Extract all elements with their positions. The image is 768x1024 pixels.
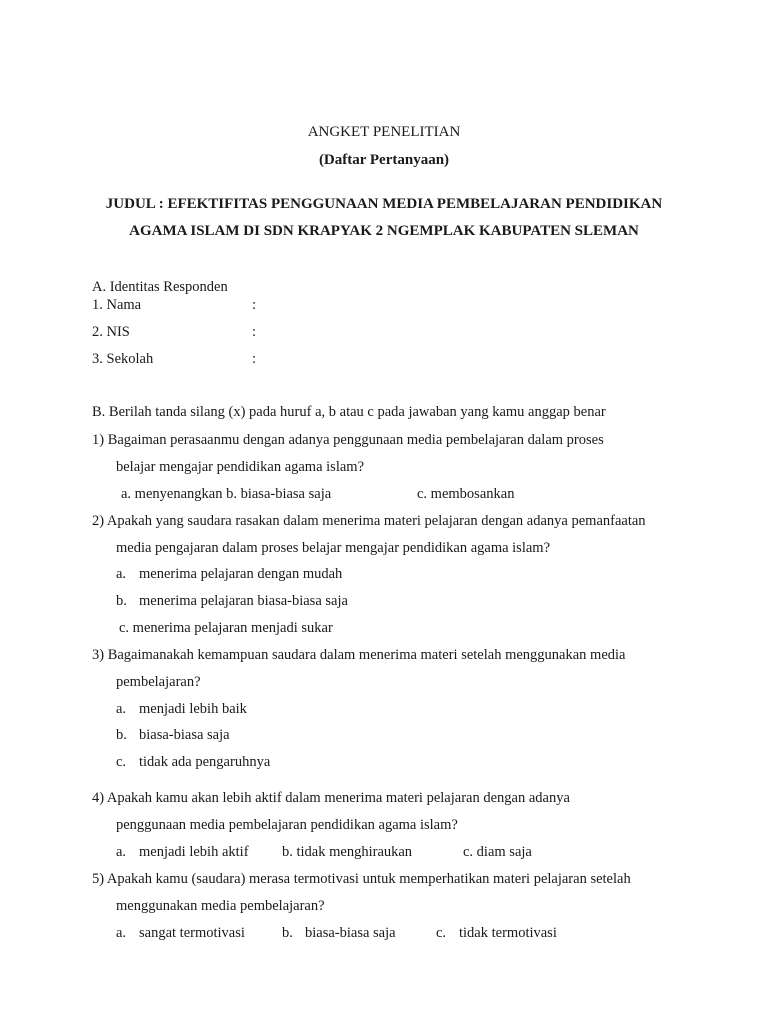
- q2-option-b: menerima pelajaran biasa-biasa saja: [139, 593, 348, 609]
- q4-option-c: c. diam saja: [463, 844, 532, 860]
- q1-line-2: belajar mengajar pendidikan agama islam?: [116, 459, 365, 475]
- section-a-heading: A. Identitas Responden: [92, 279, 228, 295]
- q5-option-c-letter: c.: [436, 925, 447, 941]
- q3-option-a-letter: a.: [116, 701, 127, 717]
- q4-option-a: menjadi lebih aktif: [139, 844, 249, 860]
- field-sekolah-label: 3. Sekolah: [92, 351, 154, 367]
- q2-option-a-letter: a.: [116, 566, 127, 582]
- q3-option-c: tidak ada pengaruhnya: [139, 754, 271, 770]
- q5-line-1: 5) Apakah kamu (saudara) merasa termotivasi untuk memperhatikan materi pelajaran setelah: [92, 871, 631, 887]
- q5-line-2: menggunakan media pembelajaran?: [116, 898, 325, 914]
- q3-line-2: pembelajaran?: [116, 674, 201, 690]
- q5-option-b-letter: b.: [282, 925, 293, 941]
- document-title: ANGKET PENELITIAN: [307, 124, 461, 140]
- document-subtitle: (Daftar Pertanyaan): [318, 152, 450, 168]
- q4-option-b: b. tidak menghiraukan: [282, 844, 413, 860]
- q1-options-ab: a. menyenangkan b. biasa-biasa saja: [121, 486, 332, 502]
- q3-option-b-letter: b.: [116, 727, 127, 743]
- q2-line-1: 2) Apakah yang saudara rasakan dalam menerima materi pelajaran dengan adanya pemanfaatan: [92, 513, 646, 529]
- field-nis-colon: :: [252, 324, 257, 340]
- q2-line-2: media pengajaran dalam proses belajar mengajar pendidikan agama islam?: [116, 540, 551, 556]
- q5-option-a: sangat termotivasi: [139, 925, 245, 941]
- field-nis-label: 2. NIS: [92, 324, 130, 340]
- q2-option-c: c. menerima pelajaran menjadi sukar: [119, 620, 333, 636]
- q5-option-a-letter: a.: [116, 925, 127, 941]
- q5-option-c: tidak termotivasi: [459, 925, 557, 941]
- q4-line-1: 4) Apakah kamu akan lebih aktif dalam menerima materi pelajaran dengan adanya: [92, 790, 570, 806]
- q1-option-c: c. membosankan: [417, 486, 515, 502]
- field-sekolah-colon: :: [252, 351, 257, 367]
- section-b-instruction: B. Berilah tanda silang (x) pada huruf a, b atau c pada jawaban yang kamu anggap benar: [92, 404, 606, 420]
- q3-option-b: biasa-biasa saja: [139, 727, 230, 743]
- field-nama-colon: :: [252, 297, 257, 313]
- q3-line-1: 3) Bagaimanakah kemampuan saudara dalam menerima materi setelah menggunakan media: [92, 647, 626, 663]
- q3-option-a: menjadi lebih baik: [139, 701, 247, 717]
- judul-line-1: JUDUL : EFEKTIFITAS PENGGUNAAN MEDIA PEMBELAJARAN PENDIDIKAN: [105, 196, 663, 212]
- q4-line-2: penggunaan media pembelajaran pendidikan agama islam?: [116, 817, 458, 833]
- q3-option-c-letter: c.: [116, 754, 127, 770]
- field-nama-label: 1. Nama: [92, 297, 142, 313]
- q5-option-b: biasa-biasa saja: [305, 925, 396, 941]
- q2-option-a: menerima pelajaran dengan mudah: [139, 566, 343, 582]
- q1-line-1: 1) Bagaiman perasaanmu dengan adanya penggunaan media pembelajaran dalam proses: [92, 432, 604, 448]
- q4-option-a-letter: a.: [116, 844, 127, 860]
- judul-line-2: AGAMA ISLAM DI SDN KRAPYAK 2 NGEMPLAK KABUPATEN SLEMAN: [129, 223, 639, 239]
- q2-option-b-letter: b.: [116, 593, 127, 609]
